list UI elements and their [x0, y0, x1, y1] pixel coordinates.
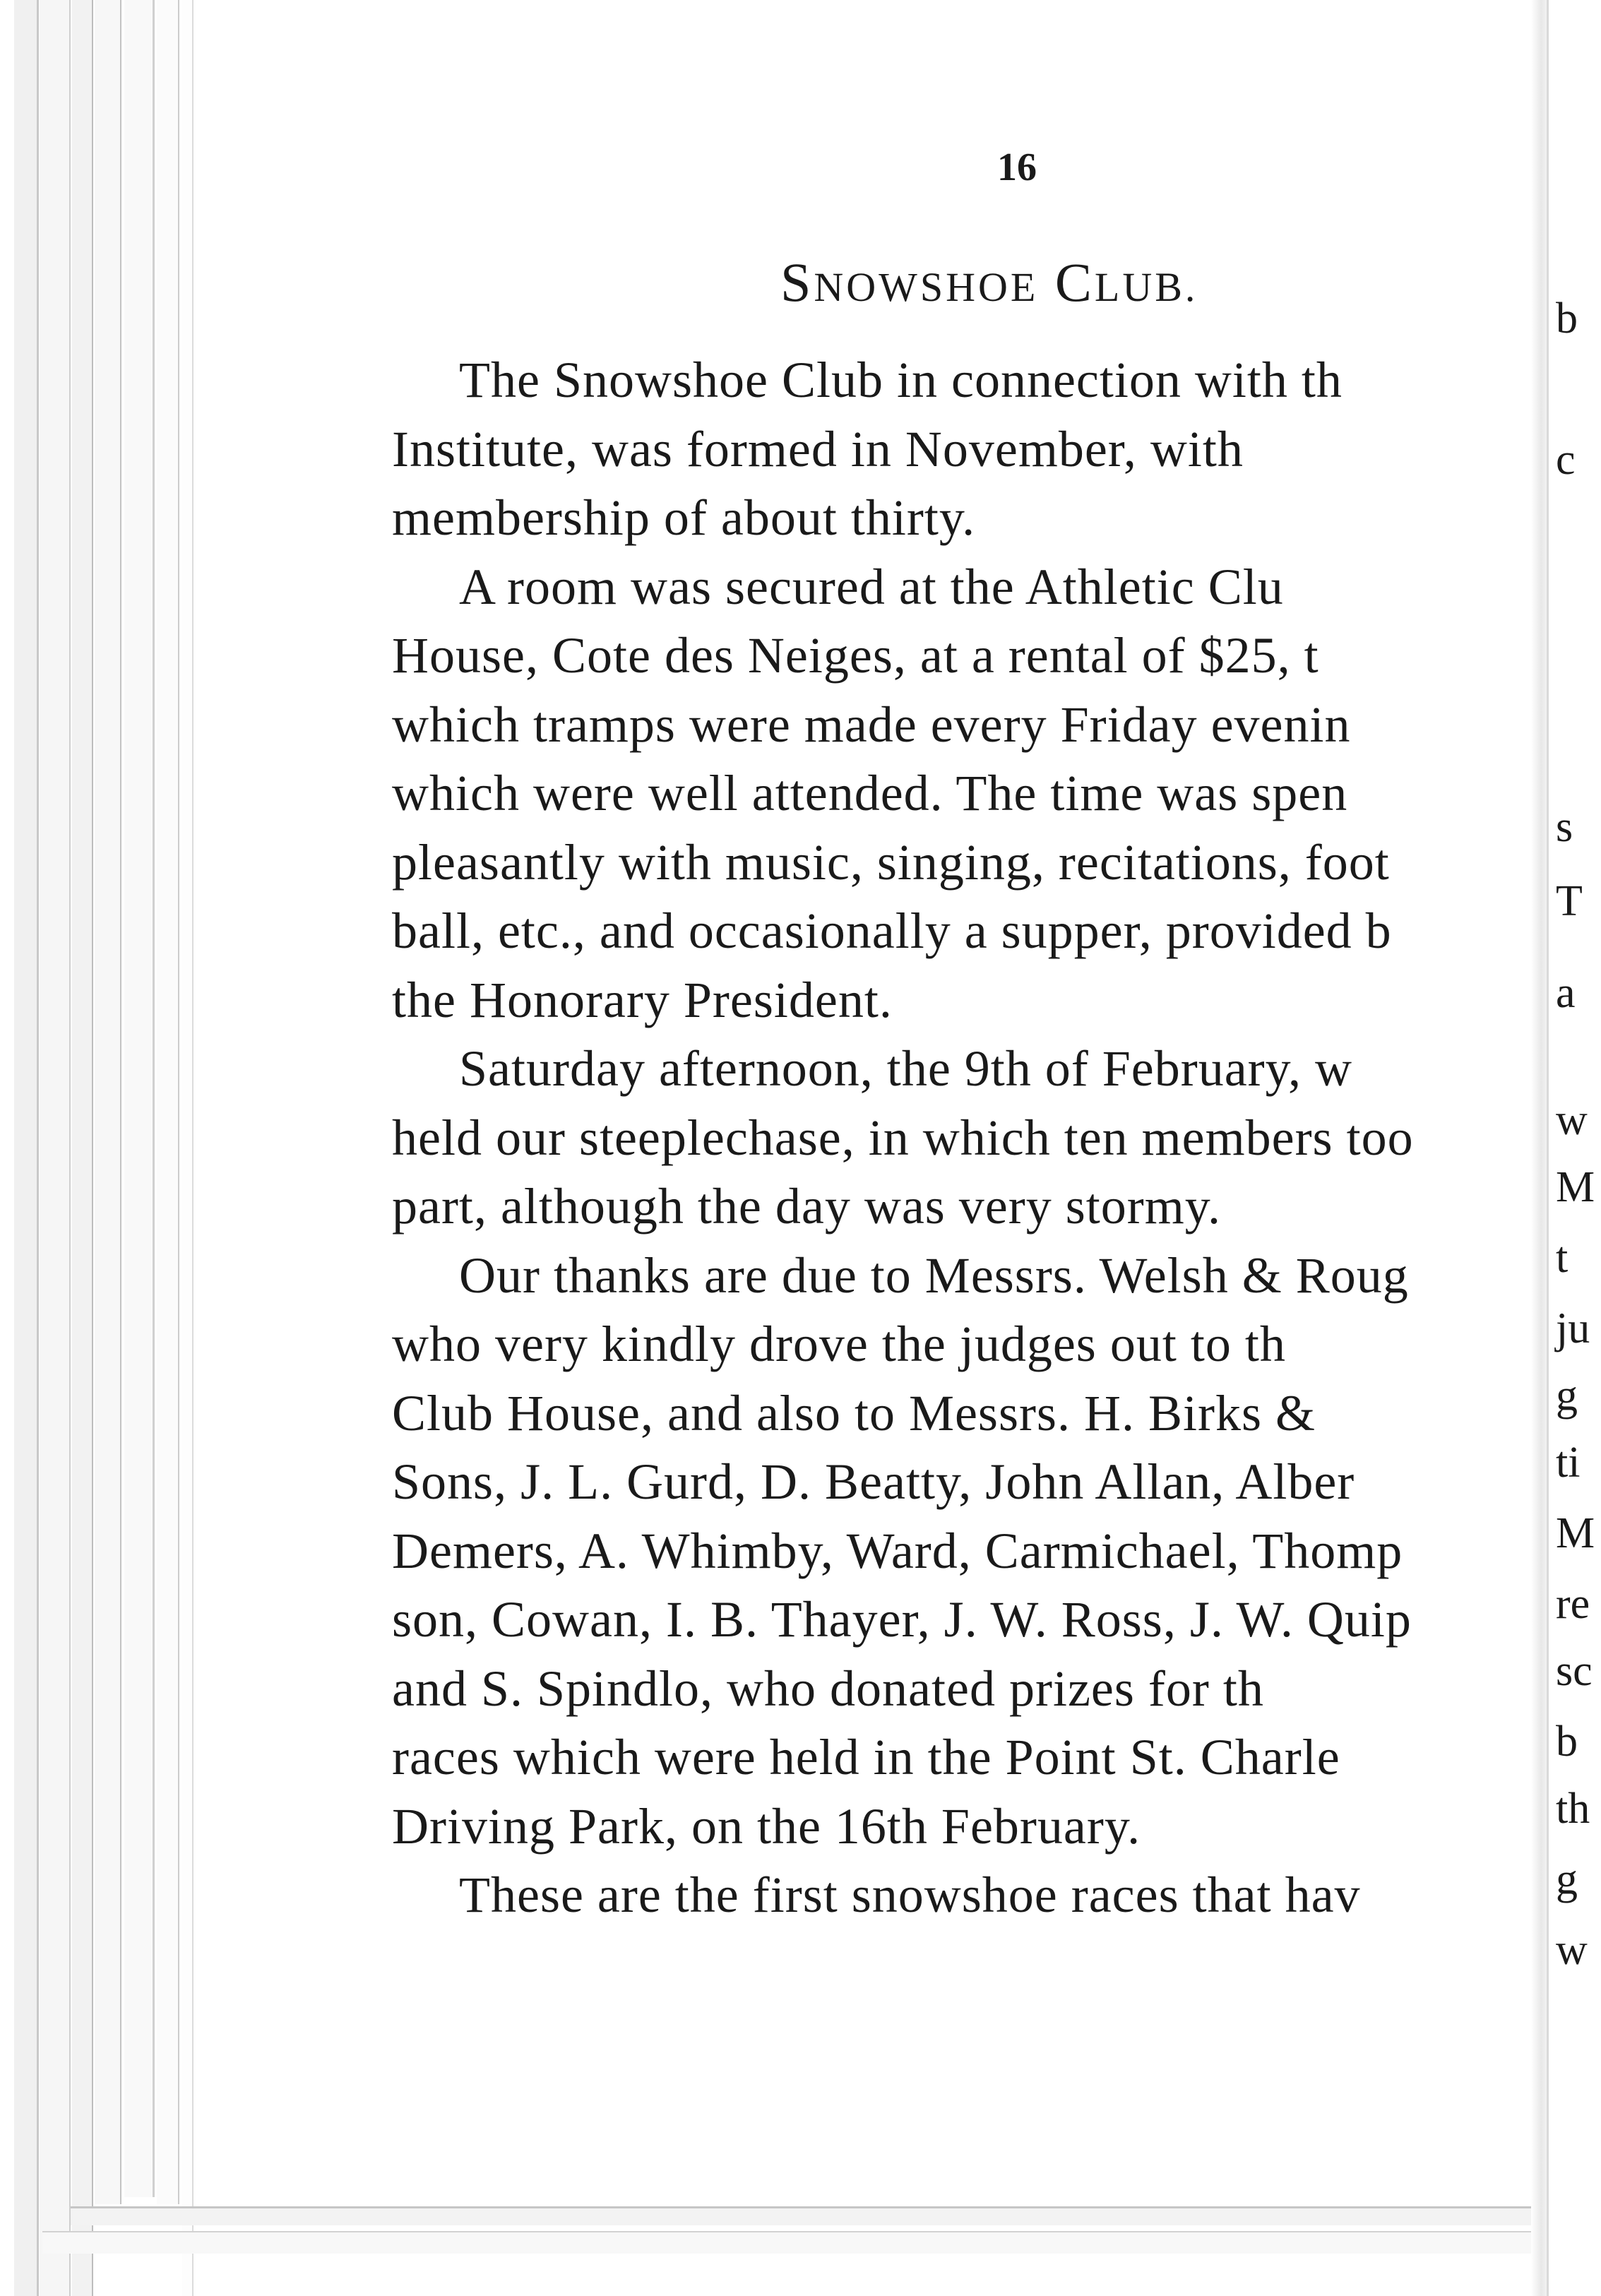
page-edge — [182, 0, 194, 2296]
text-line: Saturday afternoon, the 9th of February, w — [459, 1040, 1352, 1097]
text-line: ball, etc., and occasionally a supper, provided b — [392, 903, 1392, 959]
body-text — [392, 346, 1564, 1930]
text-line: races which were held in the Point St. Charle — [392, 1729, 1340, 1785]
fragment-text: M — [1556, 1163, 1595, 1211]
fragment-text: sc — [1556, 1647, 1593, 1695]
page-bottom-edge — [71, 2206, 1552, 2225]
text-line: which tramps were made every Friday evenin — [392, 696, 1351, 753]
text-line: Sons, J. L. Gurd, D. Beatty, John Allan, Alber — [392, 1453, 1355, 1510]
text-line: Club House, and also to Messrs. H. Birks & — [392, 1384, 1316, 1441]
text-line: held our steeplechase, in which ten members too — [392, 1109, 1414, 1166]
fragment-text: re — [1556, 1580, 1590, 1628]
text-line: membership of about thirty. — [392, 489, 976, 546]
fragment-text: w — [1556, 1926, 1588, 1974]
heading-smallcaps: LUB. — [1094, 264, 1198, 310]
text-line: which were well attended. The time was spen — [392, 765, 1348, 821]
page-edge — [157, 0, 179, 2204]
paragraph — [392, 1242, 1564, 1862]
fragment-text: M — [1556, 1509, 1595, 1557]
page-bottom-edge — [42, 2231, 1552, 2254]
text-line: These are the first snowshoe races that hav — [459, 1867, 1361, 1923]
fragment-text: b — [1556, 295, 1578, 343]
page-number: 16 — [997, 145, 1037, 189]
text-line: House, Cote des Neiges, at a rental of $25, t — [392, 627, 1319, 684]
fragment-text: s — [1556, 803, 1573, 851]
text-line: son, Cowan, I. B. Thayer, J. W. Ross, J. W. Quip — [392, 1591, 1412, 1648]
paragraph — [392, 553, 1564, 1035]
fragment-text: c — [1556, 436, 1576, 484]
facing-page-fragment — [1547, 0, 1601, 2296]
fragment-text: th — [1556, 1785, 1590, 1833]
page-edge — [124, 0, 155, 2197]
page-edge — [72, 0, 93, 2296]
fragment-text: b — [1556, 1718, 1578, 1766]
fragment-text: w — [1556, 1096, 1588, 1144]
text-line: part, although the day was very stormy. — [392, 1178, 1222, 1235]
text-line: who very kindly drove the judges out to th — [392, 1316, 1286, 1372]
text-line: A room was secured at the Athletic Clu — [459, 558, 1284, 615]
text-line: the Honorary President. — [392, 971, 893, 1028]
heading-smallcaps: NOWSHOE — [814, 264, 1039, 310]
text-line: Institute, was formed in November, with — [392, 420, 1244, 477]
fragment-text: T — [1556, 877, 1583, 925]
fragment-text: g — [1556, 1372, 1578, 1420]
heading-initial: C — [1054, 251, 1095, 313]
text-line: The Snowshoe Club in connection with th — [459, 352, 1343, 408]
text-line: Driving Park, on the 16th February. — [392, 1797, 1141, 1855]
fragment-text: g — [1556, 1855, 1578, 1903]
page-edge — [95, 0, 121, 2204]
text-line: Demers, A. Whimby, Ward, Carmichael, Thomp — [392, 1522, 1403, 1579]
paragraph — [392, 346, 1564, 553]
page-edge — [40, 0, 71, 2296]
fragment-text: a — [1556, 969, 1576, 1017]
text-line: Our thanks are due to Messrs. Welsh & Roug — [459, 1247, 1409, 1304]
fragment-text: ti — [1556, 1439, 1581, 1487]
fragment-text: ju — [1556, 1304, 1590, 1352]
section-heading — [780, 251, 1198, 314]
text-line: and S. Spindlo, who donated prizes for th — [392, 1660, 1264, 1717]
text-line: pleasantly with music, singing, recitations, foot — [392, 833, 1390, 891]
paragraph — [392, 1861, 1564, 1930]
paragraph — [392, 1035, 1564, 1242]
heading-initial: S — [780, 251, 814, 313]
fragment-text: t — [1556, 1234, 1569, 1282]
page-edge — [14, 0, 39, 2296]
